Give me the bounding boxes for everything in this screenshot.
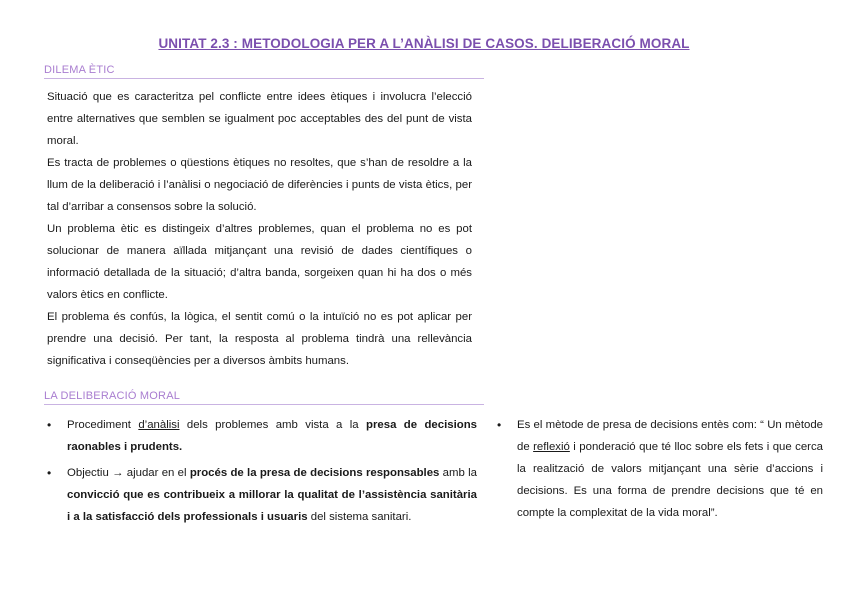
bullet-list-right	[497, 414, 823, 528]
bullet-text: Es el mètode de presa de decisions entès com: “ Un mètode de reflexió i ponderació que té lloc sobre els fets i que cerca la realització de valors mitjançant una sèrie d’accions i decisions. Es una forma de prendre decisions que té en compte la complexitat de la vida moral”.	[517, 419, 824, 519]
section-heading-dilema: DILEMA ÈTIC	[44, 64, 484, 79]
bullet-list-left	[47, 414, 477, 532]
bullet-icon: •	[47, 466, 52, 480]
bullet-icon: •	[497, 418, 502, 432]
paragraph: Es tracta de problemes o qüestions ètiques no resoltes, que s’han de resoldre a la llum de la deliberació i l’anàlisi o negociació de diferències i punts de vista ètics, per tal d’arribar a consensos sobre la solució.	[47, 157, 472, 213]
paragraph: Un problema ètic es distingeix d’altres problemes, quan el problema no es pot solucionar de manera aïllada mitjançant una revisió de dades científiques o informació detallada de la situació; d’altra banda, sorgeixen quan hi ha dos o més valors ètics en conflicte.	[47, 223, 472, 301]
bullet-text: Procediment d’anàlisi dels problemes amb vista a la presa de decisions raonables i prudents.	[67, 419, 478, 453]
page-title: UNITAT 2.3 : METODOLOGIA PER A L’ANÀLISI DE CASOS. DELIBERACIÓ MORAL	[158, 36, 690, 51]
list-item	[47, 462, 477, 528]
bullet-text: Objectiu → ajudar en el procés de la presa de decisions responsables amb la convicció que es contribueix a millorar la qualitat de l’assistència sanitària i a la satisfacció dels professionals i usuaris del sistema sanitari.	[67, 467, 477, 523]
bullet-icon: •	[47, 418, 52, 432]
list-item	[47, 414, 477, 458]
paragraph: Situació que es caracteritza pel conflicte entre idees ètiques i involucra l’elecció entre alternatives que semblen se igualment poc acceptables des del punt de vista moral.	[47, 91, 472, 147]
list-item	[497, 414, 823, 524]
section-heading-deliberacio: LA DELIBERACIÓ MORAL	[44, 390, 484, 405]
paragraph: El problema és confús, la lògica, el sentit comú o la intuïció no es pot aplicar per prendre una decisió. Per tant, la resposta al problema tindrà una rellevància significativa i conseqüències per a diversos àmbits humans.	[47, 311, 472, 367]
dilema-paragraphs	[47, 86, 472, 372]
